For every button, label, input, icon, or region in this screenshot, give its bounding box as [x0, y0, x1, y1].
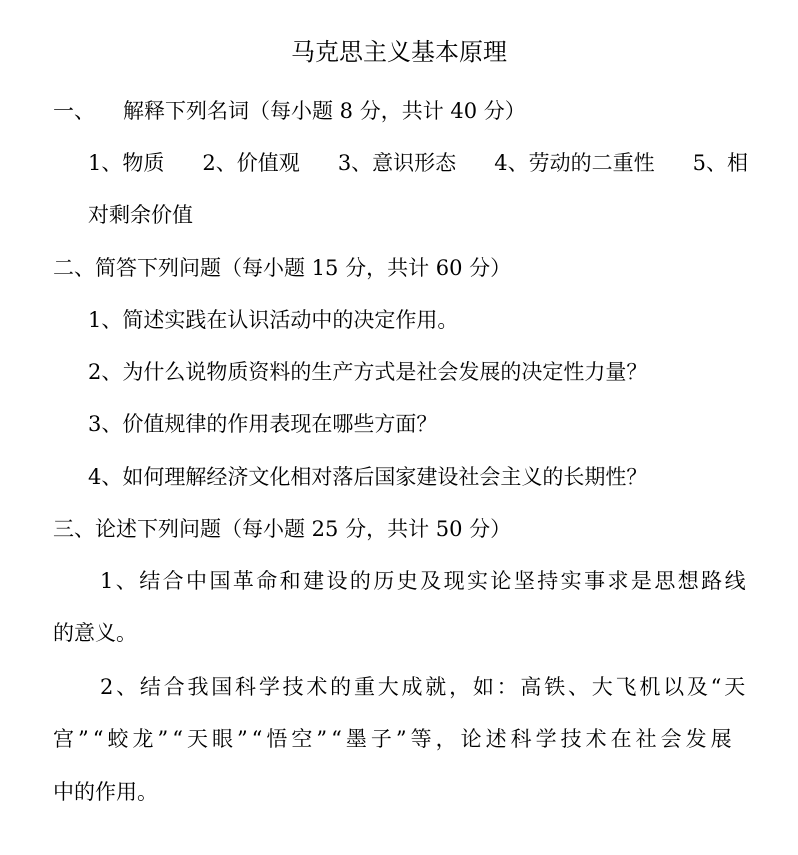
term-item: 2、价值观	[202, 151, 300, 175]
essay-question-2-line-3: 中的作用。	[53, 780, 158, 804]
section-1-number: 一、	[53, 99, 95, 123]
term-item: 3、意识形态	[337, 151, 457, 175]
term-item: 5、相	[692, 151, 748, 175]
essay-text: 1、结合中国革命和建设的历史及现实论坚持实事求是思想路线	[100, 569, 748, 593]
question-item: 4、如何理解经济文化相对落后国家建设社会主义的长期性？	[88, 465, 648, 489]
question-item: 1、简述实践在认识活动中的决定作用。	[88, 308, 459, 332]
question-item: 3、价值规律的作用表现在哪些方面？	[88, 412, 438, 436]
page-title: 马克思主义基本原理	[291, 38, 507, 66]
essay-question-2-line-1	[100, 672, 748, 702]
section-1-heading-text: 解释下列名词（每小题 8 分，共计 40 分）	[123, 99, 526, 123]
essay-question-1-line-1	[100, 566, 748, 596]
section-3-heading: 三、论述下列问题（每小题 25 分，共计 50 分）	[53, 517, 512, 541]
term-item: 1、物质	[88, 151, 165, 175]
term-item-continuation: 对剩余价值	[88, 203, 193, 227]
section-1-heading	[53, 96, 526, 126]
term-item: 4、劳动的二重性	[494, 151, 655, 175]
section-2-heading: 二、简答下列问题（每小题 15 分，共计 60 分）	[53, 256, 512, 280]
essay-question-1-line-2: 的意义。	[53, 621, 137, 645]
essay-question-2-line-2	[53, 724, 748, 754]
term-list	[88, 148, 748, 178]
essay-text: 宫”“蛟龙”“天眼”“悟空”“墨子”等，论述科学技术在社会发展	[53, 727, 736, 751]
essay-text: 2、结合我国科学技术的重大成就，如：高铁、大飞机以及“天	[100, 675, 748, 699]
question-item: 2、为什么说物质资料的生产方式是社会发展的决定性力量？	[88, 360, 648, 384]
